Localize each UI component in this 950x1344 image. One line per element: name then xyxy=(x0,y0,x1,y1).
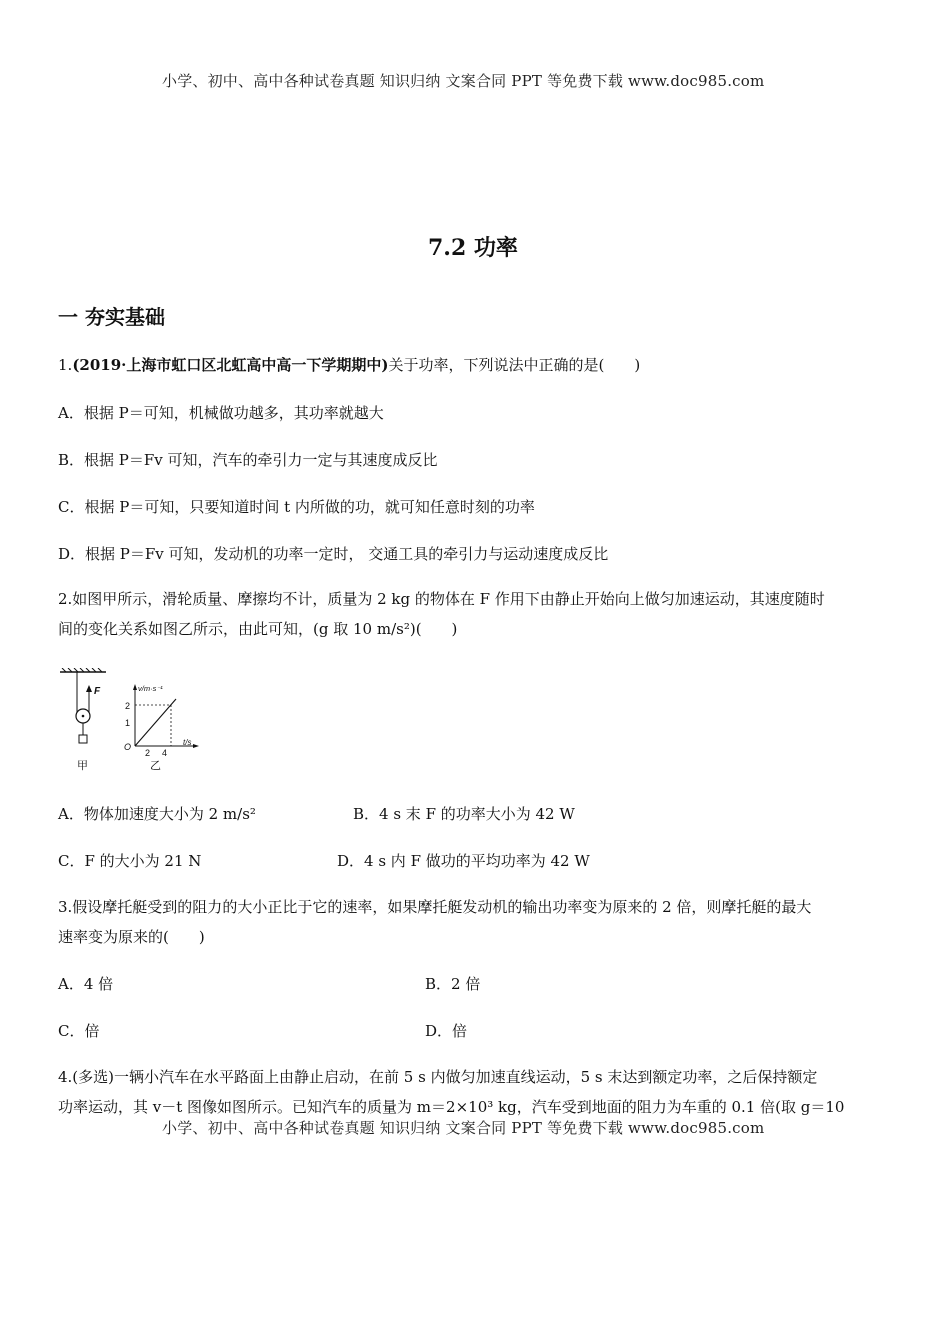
question-1-stem xyxy=(58,355,640,375)
page-header: 小学、初中、高中各种试卷真题 知识归纳 文案合同 PPT 等免费下载 www.doc985.com xyxy=(162,72,765,90)
velocity-line xyxy=(135,699,176,746)
x-tick-4: 4 xyxy=(162,748,168,758)
t-axis-label: t/s xyxy=(183,738,192,747)
page-footer: 小学、初中、高中各种试卷真题 知识归纳 文案合同 PPT 等免费下载 www.doc985.com xyxy=(162,1119,765,1137)
question-1-option-a: A．根据 P＝可知，机械做功越多，其功率就越大 xyxy=(58,404,384,422)
x-tick-2: 2 xyxy=(145,748,151,758)
question-2-option-d: D．4 s 内 F 做功的平均功率为 42 W xyxy=(337,852,590,870)
question-number: 1. xyxy=(58,356,73,374)
section-heading: 一 夯实基础 xyxy=(58,305,165,329)
question-2-option-b: B．4 s 末 F 的功率大小为 42 W xyxy=(353,805,575,823)
v-axis-label: v/m·s⁻¹ xyxy=(138,684,163,693)
question-2-figure xyxy=(58,668,203,776)
block xyxy=(79,735,87,743)
y-tick-1: 1 xyxy=(125,718,131,728)
question-3-option-a: A．4 倍 xyxy=(58,975,114,993)
origin-label: O xyxy=(124,742,132,752)
question-2-stem-line-2: 间的变化关系如图乙所示，由此可知，(g 取 10 m/s²)( ) xyxy=(58,620,458,638)
y-tick-2: 2 xyxy=(125,701,131,711)
page-title: 7.2 功率 xyxy=(428,235,518,261)
question-3-option-d: D．倍 xyxy=(425,1022,468,1040)
question-1-option-b: B．根据 P＝Fv 可知，汽车的牵引力一定与其速度成反比 xyxy=(58,451,438,469)
question-4-stem-line-2: 功率运动，其 v－t 图像如图所示。已知汽车的质量为 m＝2×10³ kg，汽车受到地面的阻力为车重的 0.1 倍(取 g＝10 xyxy=(58,1098,845,1116)
question-3-stem-line-1: 3.假设摩托艇受到的阻力的大小正比于它的速率，如果摩托艇发动机的输出功率变为原来的 2 倍，则摩托艇的最大 xyxy=(58,898,812,916)
question-2-option-a: A．物体加速度大小为 2 m/s² xyxy=(58,805,256,823)
question-4-stem-line-1: 4.(多选)一辆小汽车在水平路面上由静止启动，在前 5 s 内做匀加速直线运动，5 s 末达到额定功率，之后保持额定 xyxy=(58,1068,818,1086)
question-source: (2019·上海市虹口区北虹高中高一下学期期中) xyxy=(72,356,389,374)
question-3-stem-line-2: 速率变为原来的( ) xyxy=(58,928,205,946)
figure-label-right: 乙 xyxy=(150,760,161,772)
question-text: 关于功率，下列说法中正确的是( ) xyxy=(388,356,641,374)
question-1-option-c: C．根据 P＝可知，只要知道时间 t 内所做的功，就可知任意时刻的功率 xyxy=(58,498,535,516)
figure-label-left: 甲 xyxy=(77,760,88,772)
question-2-stem-line-1: 2.如图甲所示，滑轮质量、摩擦均不计，质量为 2 kg 的物体在 F 作用下由静止开始向上做匀加速运动，其速度随时 xyxy=(58,590,825,608)
force-label: F xyxy=(94,686,101,697)
question-2-option-c: C．F 的大小为 21 N xyxy=(58,852,202,870)
question-1-option-d: D．根据 P＝Fv 可知，发动机的功率一定时， 交通工具的牵引力与运动速度成反比 xyxy=(58,545,609,563)
question-3-option-c: C．倍 xyxy=(58,1022,100,1040)
question-3-option-b: B．2 倍 xyxy=(425,975,481,993)
